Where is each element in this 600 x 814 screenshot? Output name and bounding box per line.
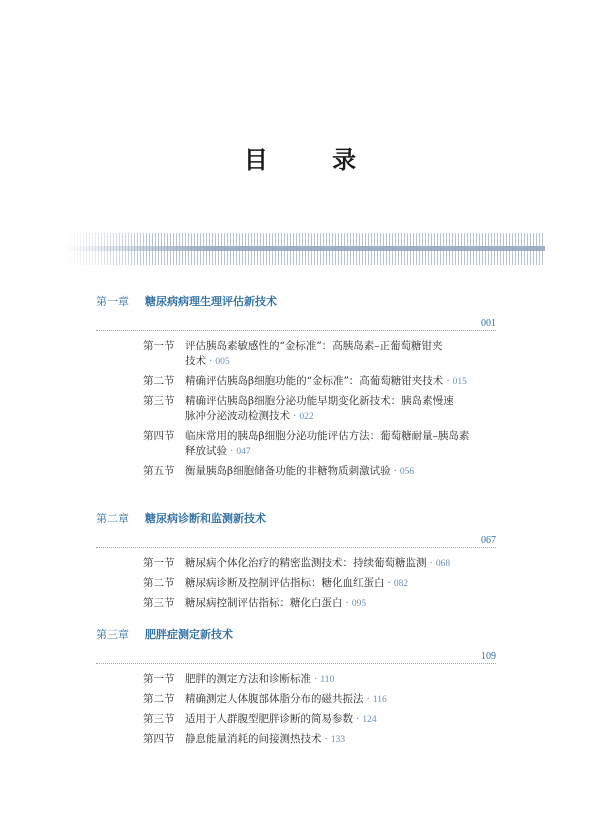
chapter-title: 糖尿病病理生理评估新技术	[145, 295, 277, 308]
section-title	[185, 429, 496, 460]
chapter-page-number: 109	[481, 651, 496, 662]
section-title-line: 适用于人群腹型肥胖诊断的简易参数	[185, 713, 353, 725]
chapter-label: 第三章	[96, 628, 129, 641]
section-title	[185, 712, 496, 728]
leader-dot: ·	[345, 597, 349, 609]
section-title-line: 脉冲分泌波动检测技术	[185, 410, 290, 422]
leader-dot: ·	[393, 465, 397, 477]
section-title-line: 释放试验	[185, 445, 227, 457]
section-entry[interactable]	[143, 429, 496, 460]
section-title	[185, 394, 496, 425]
section-entry[interactable]	[143, 576, 496, 592]
chapter-heading[interactable]	[96, 293, 496, 309]
chapter-heading[interactable]	[96, 626, 496, 642]
section-title-line: 肥胖的测定方法和诊断标准	[185, 673, 311, 685]
decorative-band	[65, 233, 545, 265]
section-page-number: 047	[236, 447, 251, 457]
leader-dot: ·	[429, 557, 433, 569]
section-entry[interactable]	[143, 556, 496, 572]
section-page-number: 133	[330, 735, 346, 745]
section-page-number: 022	[299, 412, 314, 422]
section-list	[143, 556, 496, 612]
section-title-line: 糖尿病控制评估指标：糖化白蛋白	[185, 597, 343, 609]
section-title	[185, 692, 496, 708]
section-label: 第四节	[143, 430, 175, 442]
chapter-label: 第一章	[96, 295, 129, 308]
section-title	[185, 672, 496, 688]
chapter-title: 糖尿病诊断和监测新技术	[145, 512, 266, 525]
section-label: 第三节	[143, 597, 175, 609]
section-title-line: 精确测定人体腹部体脂分布的磁共振法	[185, 693, 364, 705]
section-title-line: 糖尿病个体化治疗的精密监测技术：持续葡萄糖监测	[185, 557, 427, 569]
section-page-number: 005	[215, 357, 230, 367]
section-title-line: 评估胰岛素敏感性的“金标准”：高胰岛素–正葡萄糖钳夹	[185, 340, 443, 352]
section-entry[interactable]	[143, 394, 496, 425]
chapter-leader-line	[96, 317, 496, 331]
leader-dot: ·	[314, 673, 318, 685]
chapter-1	[96, 293, 496, 484]
section-list	[143, 339, 496, 480]
section-label: 第二节	[143, 577, 175, 589]
section-page-number: 015	[452, 377, 467, 387]
section-entry[interactable]	[143, 464, 496, 480]
leader-dot: ·	[366, 693, 370, 705]
section-entry[interactable]	[143, 339, 496, 370]
section-page-number: 116	[372, 695, 387, 705]
section-list	[143, 672, 496, 748]
section-label: 第三节	[143, 713, 175, 725]
section-entry[interactable]	[143, 374, 496, 390]
section-title-line: 技术	[185, 355, 206, 367]
page-title: 目 录	[243, 145, 385, 174]
section-page-number: 056	[399, 467, 415, 477]
section-label: 第三节	[143, 395, 175, 407]
section-entry[interactable]	[143, 596, 496, 612]
section-title-line: 精确评估胰岛β细胞分泌功能早期变化新技术：胰岛素慢速	[185, 395, 454, 407]
section-title	[185, 464, 496, 480]
chapter-label: 第二章	[96, 512, 129, 525]
leader-dot: ·	[387, 577, 391, 589]
chapter-heading[interactable]	[96, 510, 496, 526]
section-page-number: 082	[393, 579, 409, 589]
section-label: 第一节	[143, 557, 175, 569]
chapter-page-number: 067	[481, 535, 496, 546]
section-title	[185, 339, 496, 370]
leader-dot: ·	[356, 713, 360, 725]
section-entry[interactable]	[143, 672, 496, 688]
section-title-line: 衡量胰岛β细胞储备功能的非糖物质刺激试验	[185, 465, 391, 477]
section-title-line: 糖尿病诊断及控制评估指标：糖化血红蛋白	[185, 577, 385, 589]
section-title	[185, 374, 496, 390]
section-label: 第一节	[143, 673, 175, 685]
section-page-number: 068	[435, 559, 451, 569]
leader-dot: ·	[209, 355, 213, 367]
section-title	[185, 556, 496, 572]
section-entry[interactable]	[143, 712, 496, 728]
chapter-page-number: 001	[481, 318, 496, 329]
chapter-2	[96, 510, 496, 616]
leader-dot: ·	[324, 733, 328, 745]
section-label: 第五节	[143, 465, 175, 477]
section-title	[185, 576, 496, 592]
section-title	[185, 732, 496, 748]
section-title-line: 临床常用的胰岛β细胞分泌功能评估方法：葡萄糖耐量–胰岛素	[185, 430, 470, 442]
section-page-number: 095	[351, 599, 367, 609]
section-title	[185, 596, 496, 612]
chapter-3	[96, 626, 496, 752]
leader-dot: ·	[446, 375, 450, 387]
chapter-leader-line	[96, 650, 496, 664]
chapter-leader-line	[96, 534, 496, 548]
section-entry[interactable]	[143, 692, 496, 708]
section-label: 第二节	[143, 375, 175, 387]
section-label: 第一节	[143, 340, 175, 352]
section-entry[interactable]	[143, 732, 496, 748]
section-title-line: 精确评估胰岛β细胞功能的“金标准”：高葡萄糖钳夹技术	[185, 375, 444, 387]
chapter-title: 肥胖症测定新技术	[145, 628, 233, 641]
section-label: 第四节	[143, 733, 175, 745]
section-page-number: 110	[320, 675, 335, 685]
section-title-line: 静息能量消耗的间接测热技术	[185, 733, 322, 745]
section-page-number: 124	[362, 715, 377, 725]
leader-dot: ·	[230, 445, 234, 457]
leader-dot: ·	[293, 410, 297, 422]
section-label: 第二节	[143, 693, 175, 705]
